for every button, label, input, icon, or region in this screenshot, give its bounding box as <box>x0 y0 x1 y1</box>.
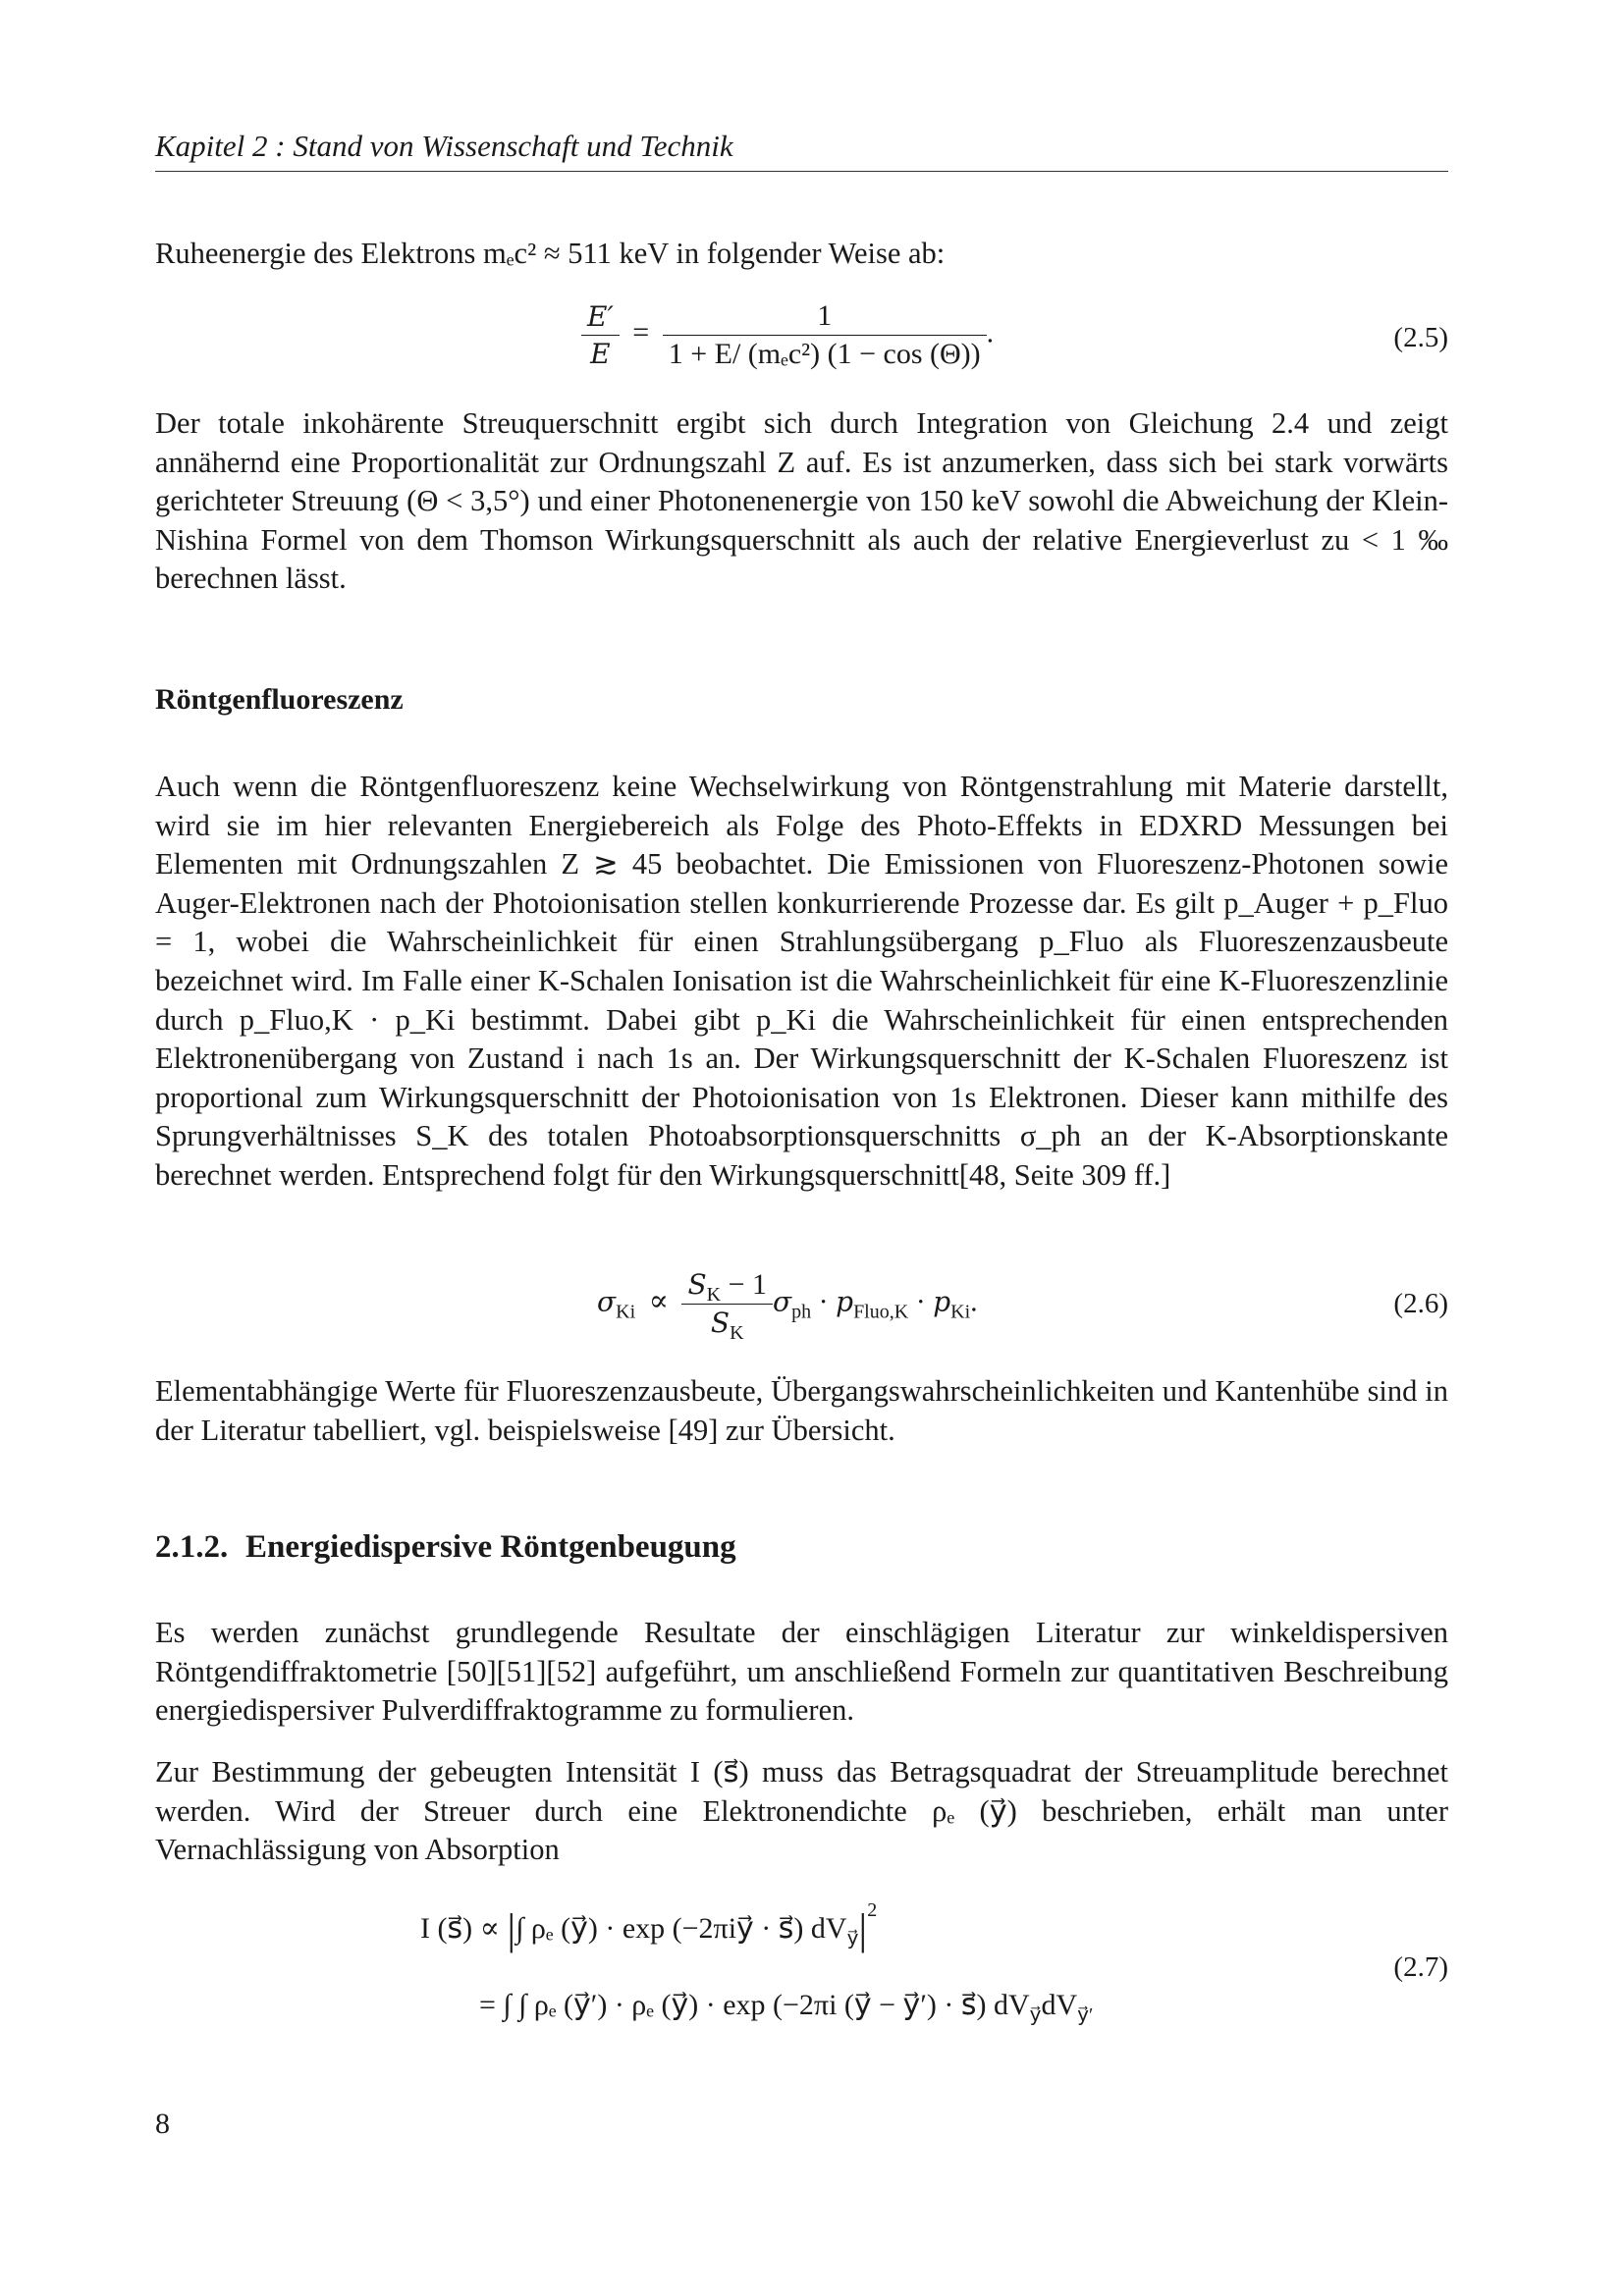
subheading-roentgenfluoreszenz: Röntgenfluoreszenz <box>155 683 404 716</box>
paragraph-text: Es werden zunächst grundlegende Resultate der einschlägigen Literatur zur winkeldispersiven Röntgendiffraktometrie [50][51][52] aufgeführt, um anschließend Formeln zur quantitativen Beschreibung energiedispersiver Pulverdiffraktogramme zu formulieren. <box>155 1616 1448 1728</box>
running-title: Kapitel 2 : Stand von Wissenschaft und Technik <box>155 129 733 163</box>
equation-number-2-7: (2.7) <box>1393 1951 1448 1983</box>
section-heading <box>155 1529 736 1566</box>
equation-2-6: $\sigma_{Ki}$ ∝ $\frac{S_K - 1}{S_K}$ $\sigma_{ph} \cdot p_{Fluo,K} \cdot p_{Ki}$. <box>597 1268 978 1344</box>
equation-number-2-5: (2.5) <box>1393 322 1448 353</box>
section-title: Energiedispersive Röntgenbeugung <box>245 1529 736 1565</box>
section-number: 2.1.2. <box>155 1529 229 1565</box>
paragraph-text: Ruheenergie des Elektrons mₑc² ≈ 511 keV in folgender Weise ab: <box>155 237 946 270</box>
paragraph-rest-energy <box>155 235 1448 274</box>
paragraph-incoherent <box>155 404 1448 599</box>
equation-2-5 <box>581 299 994 371</box>
running-header <box>155 126 1448 172</box>
paragraph-text: Auch wenn die Röntgenfluoreszenz keine Wechselwirkung von Röntgenstrahlung mit Materie darstellt, wird sie im hier relevanten Energiebereich als Folge des Photo-Effekts in EDXRD Messungen bei Elementen mit Ordnungszahlen Z ≳ 45 beobachtet. Die Emissionen von Fluoreszenz-Photonen sowie Auger-Elektronen nach der Photoionisation stellen konkurrierende Prozesse dar. Es gilt p_Auger + p_Fluo = 1, wobei die Wahrscheinlichkeit für einen Strahlungsübergang p_Fluo als Fluoreszenzausbeute bezeichnet wird. Im Falle einer K-Schalen Ionisation ist die Wahrscheinlichkeit für eine K-Fluoreszenzlinie durch p_Fluo,K · p_Ki bestimmt. Dabei gibt p_Ki die Wahrscheinlichkeit für einen entsprechenden Elektronenübergang von Zustand i nach 1s an. Der Wirkungsquerschnitt der K-Schalen Fluoreszenz ist proportional zum Wirkungsquerschnitt der Photoionisation von 1s Elektronen. Dieser kann mithilfe des Sprungverhältnisses S_K des totalen Photoabsorptionsquerschnitts σ_ph an der K-Absorptionskante berechnet werden. Entsprechend folgt für den Wirkungsquerschnitt[48, Seite 309 ff.] <box>155 770 1448 1192</box>
equation-2-7-line-1: I (s⃗) ∝ |∫ ρₑ (y⃗) · exp (−2πiy⃗ · s⃗) $dV_{y⃗}|^2$ <box>420 1899 878 1953</box>
paragraph-text: Zur Bestimmung der gebeugten Intensität I (s⃗) muss das Betragsquadrat der Streuamplitude berechnet werden. Wird der Streuer durch eine Elektronendichte ρₑ (y⃗) beschrieben, erhält man unter Vernachlässigung von Absorption <box>155 1755 1448 1867</box>
fraction-rhs: $\frac{1}{\text{1 + E/ (mₑc²) (1 − cos (Θ))}}$ <box>663 299 987 371</box>
fraction-lhs: $\frac{E'}{E}$ <box>581 300 620 370</box>
paragraph-text: Der totale inkohärente Streuquerschnitt ergibt sich durch Integration von Gleichung 2.4 und zeigt annähernd eine Proportionalität zur Ordnungszahl Z auf. Es ist anzumerken, dass sich bei stark vorwärts gerichteter Streuung (Θ < 3,5°) und einer Photonenenergie von 150 keV sowohl die Abweichung der Klein-Nishina Formel von dem Thomson Wirkungsquerschnitt als auch der relative Energieverlust zu < 1 ‰ berechnen lässt. <box>155 406 1448 596</box>
page-number: 8 <box>155 2108 170 2140</box>
paragraph-text: Elementabhängige Werte für Fluoreszenzausbeute, Übergangswahrscheinlichkeiten und Kantenhübe sind in der Literatur tabelliert, vgl. beispielsweise [49] zur Übersicht. <box>155 1374 1448 1447</box>
equation-number-2-6: (2.6) <box>1393 1288 1448 1319</box>
paragraph-literature <box>155 1614 1448 1731</box>
paragraph-fluorescence <box>155 768 1448 1196</box>
equation-period: . <box>986 316 995 349</box>
equation-2-7-line-2: = ∫ ∫ ρₑ (y⃗′) · ρₑ (y⃗) · exp (−2πi (y⃗ − y⃗′) · s⃗) $dV_{y⃗}dV_{y⃗'}$ <box>479 1989 1094 2026</box>
paragraph-intensity <box>155 1753 1448 1870</box>
equals-sign: = <box>632 316 650 349</box>
paragraph-element-values <box>155 1372 1448 1450</box>
fraction-jump-ratio: $\frac{S_K - 1}{S_K}$ <box>681 1268 773 1340</box>
